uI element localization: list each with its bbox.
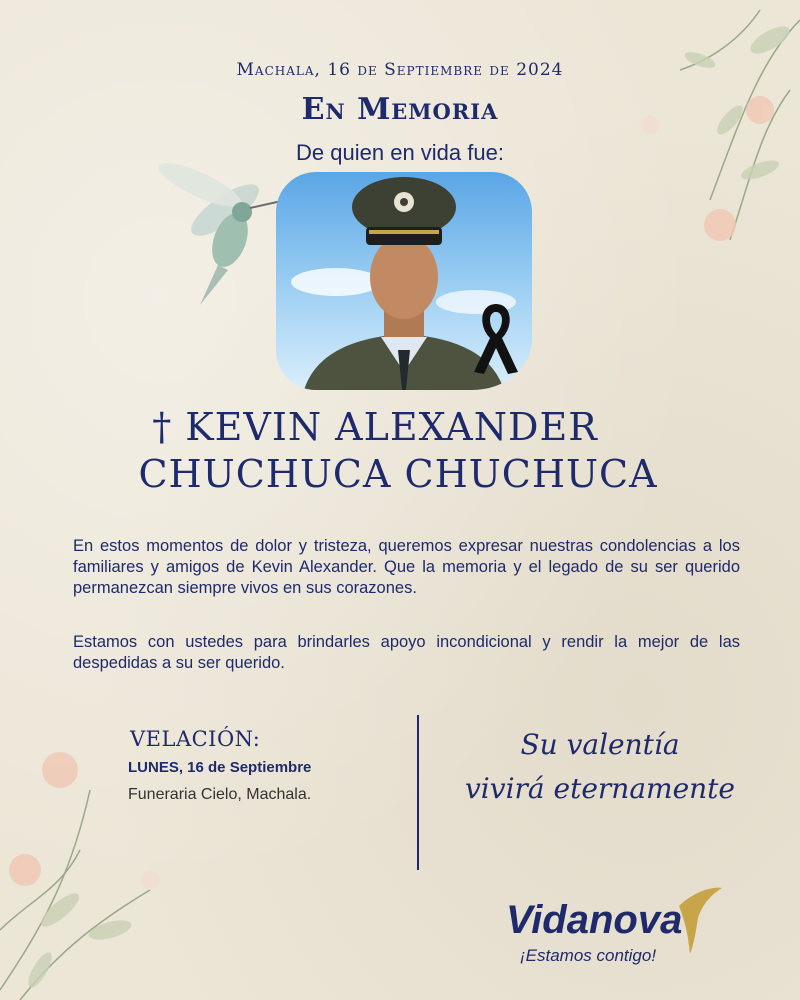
page-subtitle: De quien en vida fue:: [296, 140, 504, 165]
vertical-divider: [417, 715, 419, 870]
vidanova-logo: [506, 898, 726, 978]
logo-name: Vidanova: [506, 898, 683, 942]
page-title: En Memoria: [301, 92, 499, 127]
velacion-title: VELACIÓN:: [130, 727, 261, 751]
deceased-name-line2: CHUCHUCA CHUCHUCA: [138, 452, 658, 496]
velacion-place: Funeraria Cielo, Machala.: [128, 786, 312, 803]
quote-line1: Su valentía: [520, 728, 680, 761]
logo-bird-icon: [674, 886, 724, 956]
deceased-name-line1: † KEVIN ALEXANDER: [152, 405, 598, 449]
velacion-date: LUNES, 16 de Septiembre: [128, 759, 312, 776]
logo-tagline: ¡Estamos contigo!: [520, 946, 657, 965]
location-date: Machala, 16 de Septiembre de 2024: [236, 60, 564, 80]
condolence-paragraph-2: Estamos con ustedes para brindarles apoyo incondicional y rendir la mejor de las despedidas a su ser querido.: [73, 633, 740, 672]
quote-line2: vivirá eternamente: [464, 772, 735, 805]
condolence-paragraph-1: En estos momentos de dolor y tristeza, queremos expresar nuestras condolencias a los familiares y amigos de Kevin Alexander. Que la memoria y el legado de su ser querido permanezcan siempre vivos en sus corazones.: [73, 537, 740, 597]
mourning-ribbon-icon: [466, 296, 526, 376]
